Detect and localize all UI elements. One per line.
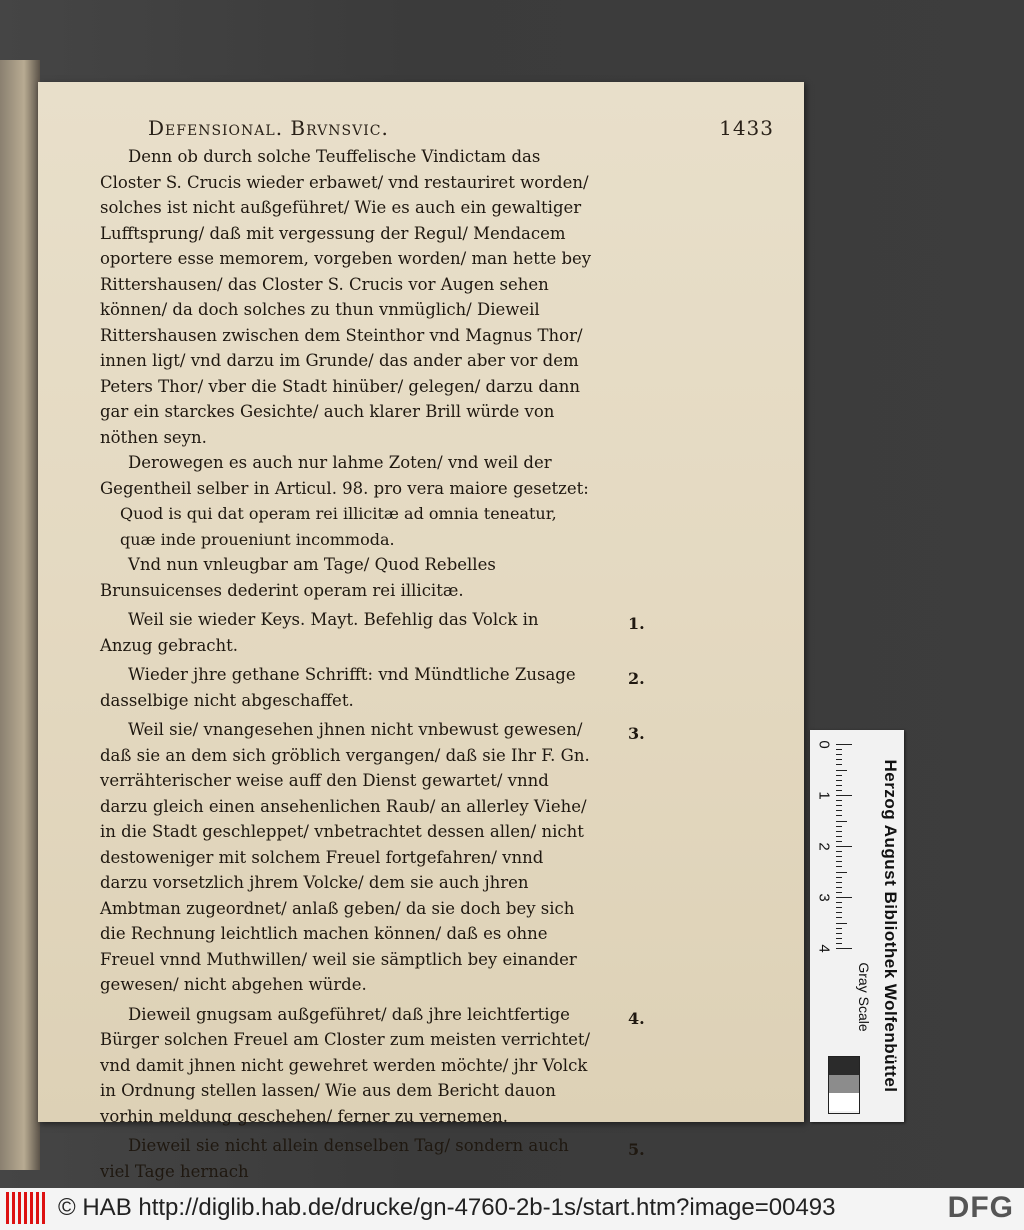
- color-scale-card: [810, 730, 904, 1122]
- ruler-tick: [836, 846, 852, 847]
- ruler-tick: [836, 764, 842, 765]
- list-item: [100, 607, 645, 658]
- ruler-tick: [836, 749, 842, 750]
- copyright-link[interactable]: © HAB http://diglib.hab.de/drucke/gn-4760-2b-1s/start.htm?image=00493: [58, 1194, 836, 1221]
- ruler-tick: [836, 780, 842, 781]
- item-number: 2.: [628, 669, 645, 688]
- ruler-tick: [836, 785, 842, 786]
- ruler-tick: [836, 795, 852, 796]
- gray-patch: [829, 1075, 859, 1093]
- ruler-tick: [836, 907, 842, 908]
- list-item: [100, 662, 645, 713]
- ruler-tick: [836, 872, 847, 873]
- page-body: [100, 144, 645, 1188]
- ruler-tick: [836, 770, 847, 771]
- ruler-tick: [836, 775, 842, 776]
- institution-label: Herzog August Bibliothek Wolfenbüttel: [881, 759, 900, 1093]
- gray-scale-label: Gray Scale: [856, 962, 872, 1032]
- list-item: [100, 1133, 645, 1184]
- ruler-tick: [836, 826, 842, 827]
- ruler-tick: [836, 841, 842, 842]
- ruler-tick: [836, 744, 852, 745]
- paragraph: Derowegen es auch nur lahme Zoten/ vnd weil der Gegentheil selber in Articul. 98. pro vera maiore gesetzet:: [100, 453, 589, 498]
- ruler-tick: [836, 866, 842, 867]
- ruler-tick: [836, 861, 842, 862]
- ruler-tick: [836, 897, 852, 898]
- footer-bar: [0, 1188, 1024, 1230]
- ruler-tick: [836, 928, 842, 929]
- barcode-stripe: [42, 1192, 45, 1224]
- page-number: 1433: [719, 116, 774, 140]
- ruler-tick: [836, 902, 842, 903]
- gray-patch: [829, 1093, 859, 1111]
- barcode-stripe: [30, 1192, 33, 1224]
- ruler-tick: [836, 887, 842, 888]
- barcode-stripe: [12, 1192, 15, 1224]
- ruler-tick: [836, 943, 842, 944]
- ruler-tick: [836, 790, 842, 791]
- ruler-label: 0: [815, 740, 833, 749]
- ruler-tick: [836, 759, 842, 760]
- latin-quote: Quod is qui dat operam rei illicitæ ad omnia teneatur, quæ inde proueniunt incommoda.: [120, 504, 557, 549]
- gray-patches: [828, 1056, 860, 1114]
- gray-scale-label-box: [854, 942, 874, 1052]
- ruler-tick: [836, 938, 842, 939]
- item-number: 3.: [628, 724, 645, 743]
- ruler-tick: [836, 856, 842, 857]
- item-text: Weil sie/ vnangesehen jhnen nicht vnbewust gewesen/ daß sie an dem sich gröblich vergangen/ daß sie Ihr F. Gn. verrähterischer weise auff den Dienst gewartet/ vnnd darzu gleich einen ansehenlichen Raub/ an allerley Viehe/ in die Stadt geschleppet/ vnbetrachtet dessen allen/ nicht destoweniger mit solchem Freuel fortgefahren/ vnnd darzu vorsetzlich jhrem Volcke/ dem sie auch jhren Ambtman zugeordnet/ anlaß geben/ da sie doch bey sich die Rechnung leichtlich machen können/ daß es ohne Freuel vnnd Muthwillen/ weil sie sämptlich bey einander gewesen/ nicht abgehen würde.: [100, 720, 590, 994]
- ruler-tick: [836, 805, 842, 806]
- ruler-label: 2: [815, 842, 833, 851]
- ruler-tick: [836, 948, 852, 949]
- barcode-icon: [6, 1192, 48, 1224]
- ruler-tick: [836, 923, 847, 924]
- ruler-tick: [836, 882, 842, 883]
- barcode-stripe: [24, 1192, 27, 1224]
- list-item: [100, 717, 645, 998]
- item-text: Dieweil gnugsam außgeführet/ daß jhre leichtfertige Bürger solchen Freuel am Closter zum meisten verrichtet/ vnd damit jhnen nicht gewehret werden möchte/ jhr Volck in Ordnung stellen lassen/ Wie aus dem Bericht dauon vorhin meldung geschehen/ ferner zu vernemen.: [100, 1004, 591, 1126]
- ruler-tick: [836, 815, 842, 816]
- header-title: Defensional. Brvnsvic.: [148, 116, 389, 140]
- item-number: 5.: [628, 1140, 645, 1159]
- barcode-stripe: [36, 1192, 39, 1224]
- ruler-tick: [836, 851, 842, 852]
- ruler-label: 4: [815, 944, 833, 953]
- ruler-label: 1: [815, 791, 833, 800]
- ruler-tick: [836, 831, 842, 832]
- ruler-tick: [836, 877, 842, 878]
- ruler-label: 3: [815, 893, 833, 902]
- ruler-tick: [836, 933, 842, 934]
- ruler-tick: [836, 810, 842, 811]
- book-page: [38, 82, 804, 1181]
- running-header: [148, 116, 774, 146]
- ruler-tick: [836, 754, 842, 755]
- institution-label-box: [876, 738, 904, 1114]
- paragraph: Denn ob durch solche Teuffelische Vindictam das Closter S. Crucis wieder erbawet/ vnd restauriret worden/ solches ist nicht außgeführet/ Wie es auch ein gewaltiger Lufftsprung/ daß mit vergessung der Regul/ Mendacem oportere esse memorem, vorgeben worden/ man hette bey Rittershausen/ das Closter S. Crucis vor Augen sehen können/ da doch solches zu thun vnmüglich/ Dieweil Rittershausen zwischen dem Steinthor vnd Magnus Thor/ innen ligt/ vnd darzu im Grunde/ das ander aber vor dem Peters Thor/ vber die Stadt hinüber/ gelegen/ darzu dann gar ein starckes Gesichte/ auch klarer Brill würde von nöthen seyn.: [100, 147, 592, 447]
- ruler-tick: [836, 912, 842, 913]
- ruler-tick: [836, 917, 842, 918]
- item-text: Dieweil sie nicht allein denselben Tag/ sondern auch viel Tage hernach: [100, 1136, 569, 1181]
- ruler: [815, 734, 852, 1074]
- gray-patch: [829, 1057, 859, 1075]
- item-text: Wieder jhre gethane Schrifft: vnd Mündtliche Zusage dasselbige nicht abgeschaffet.: [100, 665, 576, 710]
- previous-page-edge: [0, 60, 40, 1170]
- list-item: [100, 1002, 645, 1130]
- ruler-tick: [836, 821, 847, 822]
- barcode-stripe: [6, 1192, 9, 1224]
- item-number: 4.: [628, 1008, 645, 1028]
- barcode-stripe: [18, 1192, 21, 1224]
- dfg-logo: DFG: [947, 1191, 1014, 1224]
- item-text: Weil sie wieder Keys. Mayt. Befehlig das Volck in Anzug gebracht.: [100, 610, 539, 655]
- ruler-tick: [836, 892, 842, 893]
- item-number: 1.: [628, 614, 645, 633]
- ruler-tick: [836, 800, 842, 801]
- ruler-tick: [836, 836, 842, 837]
- conclusion: Vnd nun vnleugbar am Tage/ Quod Rebelles Brunsuicenses dederint operam rei illicitæ.: [100, 555, 496, 600]
